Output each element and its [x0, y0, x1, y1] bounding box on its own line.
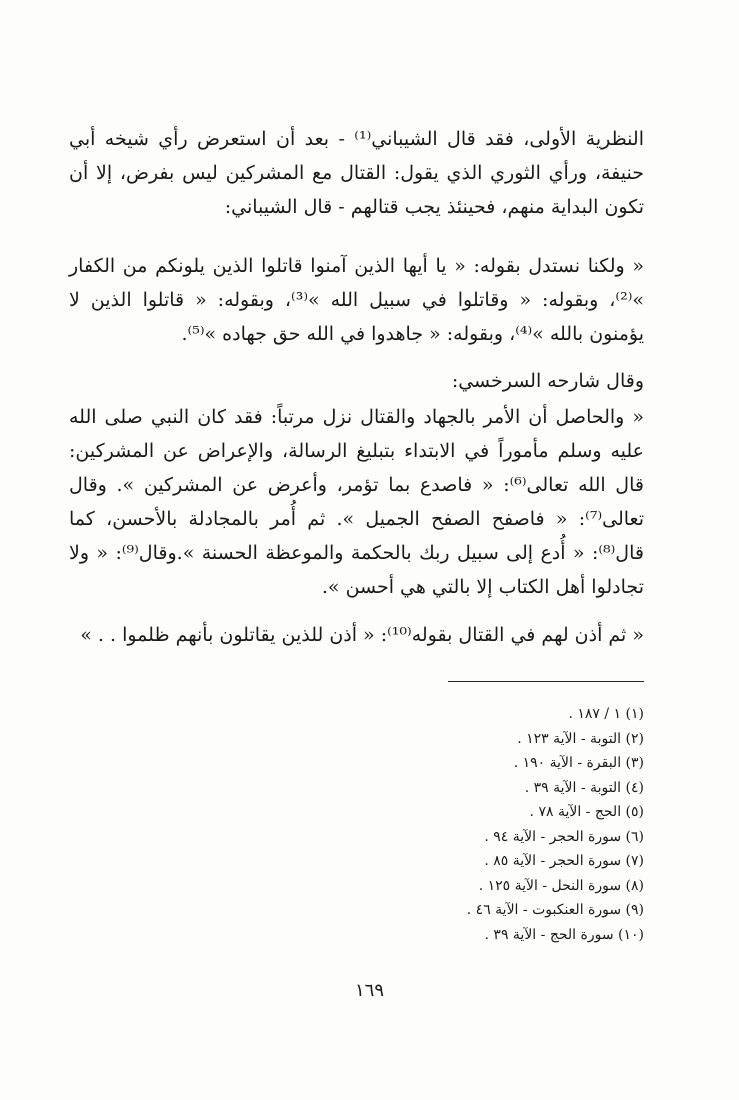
footnote-item: (٦) سورة الحجر - الآية ٩٤ .: [484, 828, 644, 845]
footnote-item: (٧) سورة الحجر - الآية ٨٥ .: [484, 853, 644, 869]
footnotes-list: [244, 702, 644, 947]
footnote-divider: [448, 681, 644, 682]
body-paragraph-quran-verses: [69, 249, 644, 351]
body-paragraph-shaybani-intro: [69, 122, 644, 224]
paragraph-text: النظرية الأولى، فقد قال الشيباني⁽¹⁾ - بعد أن استعرض رأي شيخه أبي حنيفة، ورأي الثوري الذي يقول: القتال مع المشركين ليس بفرض، إلا أن تكون البداية منهم، فحينئذ يجب قتالهم - قال الشيباني:: [69, 128, 644, 218]
footnote-item: (٨) سورة النحل - الآية ١٢٥ .: [478, 877, 644, 894]
page-number: ١٦٩: [354, 980, 384, 1001]
paragraph-text: وقال شارحه السرخسي:: [451, 370, 644, 392]
footnote-item: (٢) التوبة - الآية ١٢٣ .: [517, 730, 644, 747]
body-paragraph-sarakhsi-quote: [69, 400, 644, 604]
body-paragraph-permission-to-fight: [69, 618, 644, 652]
paragraph-text: « والحاصل أن الأمر بالجهاد والقتال نزل مرتباً: فقد كان النبي صلى الله عليه وسلم مأموراً في الابتداء بتبليغ الرسالة، والإعراض عن المشركين: قال الله تعالى⁽⁶⁾: « فاصدع بما تؤمر، وأعرض عن المشركين ». وقال تعالى⁽⁷⁾: « فاصفح الصفح الجميل ». ثم أُمر بالمجادلة بالأحسن، كما قال⁽⁸⁾: « أُدع إلى سبيل ربك بالحكمة والموعظة الحسنة ».وقال⁽⁹⁾: « ولا تجادلوا أهل الكتاب إلا بالتي هي أحسن ».: [69, 406, 644, 598]
footnote-item: (٤) التوبة - الآية ٣٩ .: [524, 779, 644, 796]
footnote-item: (١٠) سورة الحج - الآية ٣٩ .: [484, 926, 644, 943]
footnote-item: (٩) سورة العنكبوت - الآية ٤٦ .: [466, 902, 644, 918]
paragraph-text: « ولكنا نستدل بقوله: « يا أيها الذين آمنوا قاتلوا الذين يلونكم من الكفار »⁽²⁾، وبقوله: « وقاتلوا في سبيل الله »⁽³⁾، وبقوله: « قاتلوا الذين لا يؤمنون بالله »⁽⁴⁾، وبقوله: « جاهدوا في الله حق جهاده »⁽⁵⁾.: [69, 255, 644, 345]
body-paragraph-sarakhsi-heading: [69, 364, 644, 398]
paragraph-text: « ثم أذن لهم في القتال بقوله⁽¹⁰⁾: « أذن للذين يقاتلون بأنهم ظلموا . . »: [80, 624, 644, 646]
footnote-item: (٣) البقرة - الآية ١٩٠ .: [513, 755, 644, 771]
footnote-item: (١) ١ / ١٨٧ .: [568, 706, 644, 722]
footnote-item: (٥) الحج - الآية ٧٨ .: [529, 804, 644, 820]
